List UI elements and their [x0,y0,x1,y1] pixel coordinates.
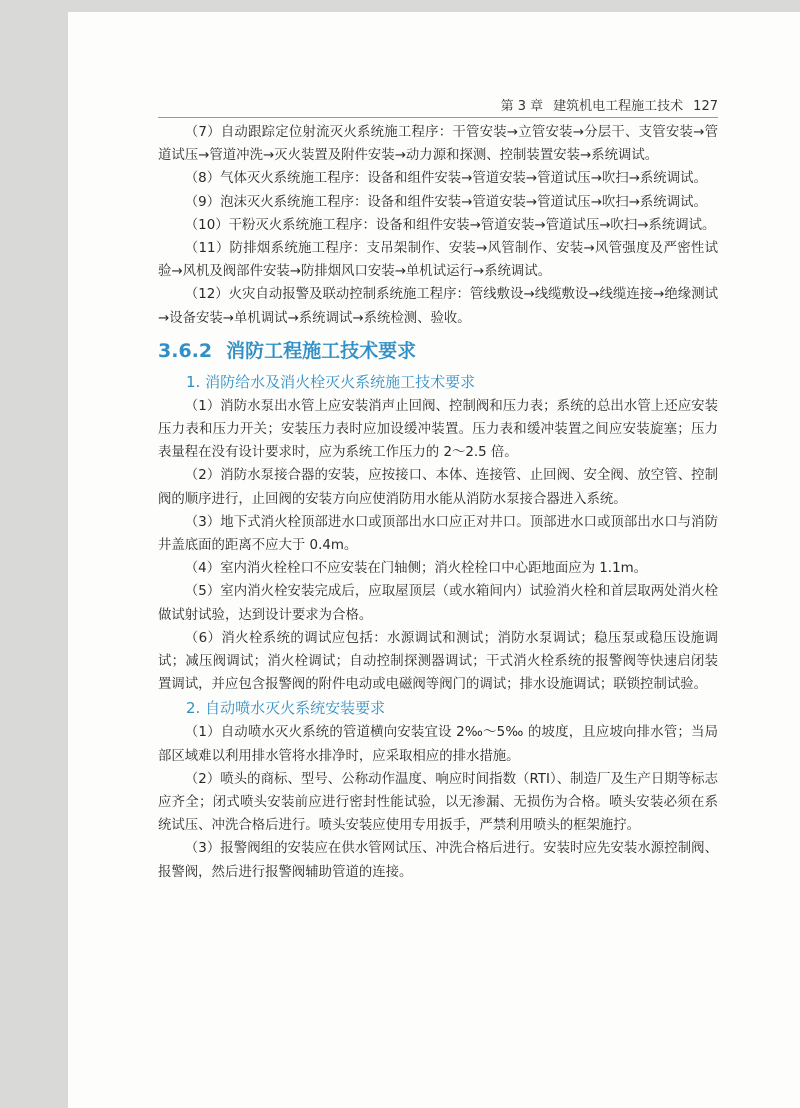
paragraph: （4）室内消火栓栓口不应安装在门轴侧；消火栓栓口中心距地面应为 1.1m。 [184,561,648,577]
paragraph: （2）喷头的商标、型号、公称动作温度、响应时间指数（RTI）、制造厂及生产日期等标志应齐全；闭式喷头安装前应进行密封性能试验，以无渗漏、无损伤为合格。喷头安装必须在系统试压、冲洗合格后进行。喷头安装应使用专用扳手，严禁利用喷头的框架施拧。 [158,771,718,834]
paragraph: （11）防排烟系统施工程序：支吊架制作、安装→风管制作、安装→风管强度及严密性试验→风机及阀部件安装→防排烟风口安装→单机试运行→系统调试。 [158,241,718,280]
page-body [158,121,718,884]
paragraph: （1）消防水泵出水管上应安装消声止回阀、控制阀和压力表；系统的总出水管上还应安装压力表和压力开关；安装压力表时应加设缓冲装置。压力表和缓冲装置之间应安装旋塞；压力表量程在没有设计要求时，应为系统工作压力的 2～2.5 倍。 [158,398,718,461]
subsection-heading-2: 2. 自动喷水灭火系统安装要求 [186,699,386,718]
section-title: 消防工程施工技术要求 [226,339,417,362]
paragraph: （12）火灾自动报警及联动控制系统施工程序：管线敷设→线缆敷设→线缆连接→绝缘测试→设备安装→单机调试→系统调试→系统检测、验收。 [158,287,718,326]
paragraph: （10）干粉灭火系统施工程序：设备和组件安装→管道安装→管道试压→吹扫→系统调试。 [184,217,716,233]
chapter-title: 建筑机电工程施工技术 [553,99,684,114]
paragraph: （8）气体灭火系统施工程序：设备和组件安装→管道安装→管道试压→吹扫→系统调试。 [184,171,707,187]
chapter-label: 第 3 章 [500,99,544,114]
paragraph: （7）自动跟踪定位射流灭火系统施工程序：干管安装→立管安装→分层干、支管安装→管道试压→管道冲洗→灭火装置及附件安装→动力源和探测、控制装置安装→系统调试。 [158,125,718,164]
paragraph: （1）自动喷水灭火系统的管道横向安装宜设 2‰～5‰ 的坡度，且应坡向排水管；当局部区域难以利用排水管将水排净时，应采取相应的排水措施。 [158,725,718,764]
header-rule [158,117,718,118]
paragraph: （6）消火栓系统的调试应包括：水源调试和测试；消防水泵调试；稳压泵或稳压设施调试；减压阀调试；消火栓调试；自动控制探测器调试；干式消火栓系统的报警阀等快速启闭装置调试，并应包含报警阀的附件电动或电磁阀等阀门的调试；排水设施调试；联锁控制试验。 [158,630,718,693]
paragraph: （2）消防水泵接合器的安装，应按接口、本体、连接管、止回阀、安全阀、放空管、控制阀的顺序进行，止回阀的安装方向应使消防用水能从消防水泵接合器进入系统。 [158,468,718,507]
paragraph: （5）室内消火栓安装完成后，应取屋顶层（或水箱间内）试验消火栓和首层取两处消火栓做试射试验，达到设计要求为合格。 [158,584,718,623]
section-heading [158,336,718,366]
running-header [158,94,718,114]
section-number: 3.6.2 [158,339,213,362]
paragraph: （9）泡沫灭火系统施工程序：设备和组件安装→管道安装→管道试压→吹扫→系统调试。 [184,194,707,210]
subsection-heading-1: 1. 消防给水及消火栓灭火系统施工技术要求 [186,372,476,391]
paragraph: （3）地下式消火栓顶部进水口或顶部出水口应正对井口。顶部进水口或顶部出水口与消防井盖底面的距离不应大于 0.4m。 [158,514,718,554]
page-number: 127 [693,99,718,114]
paragraph: （3）报警阀组的安装应在供水管网试压、冲洗合格后进行。安装时应先安装水源控制阀、报警阀，然后进行报警阀辅助管道的连接。 [158,841,718,880]
